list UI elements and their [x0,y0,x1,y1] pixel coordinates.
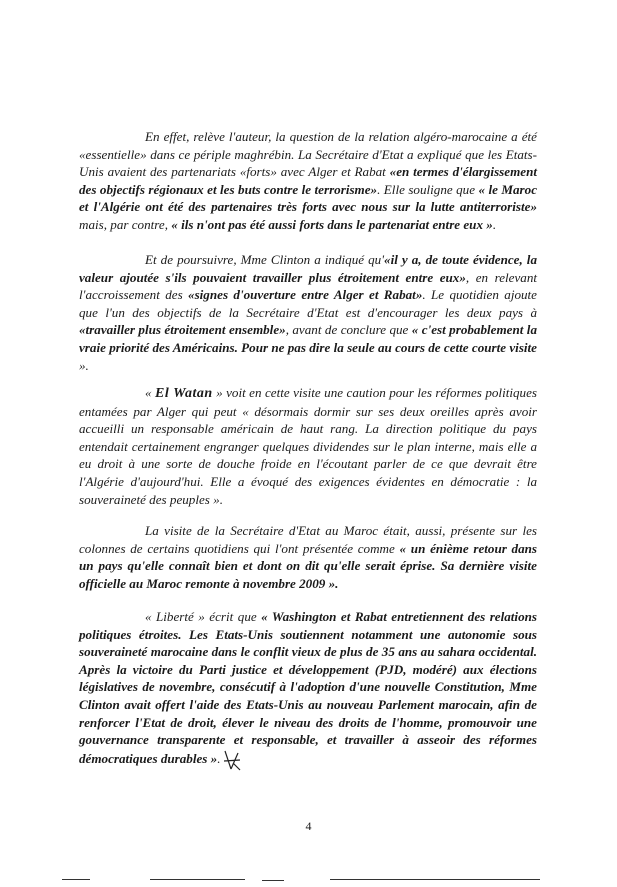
paragraph-5 [79,608,537,771]
scan-artifact-line [62,879,90,880]
text-run: Et de poursuivre, Mme Clinton a indiqué qu' [145,252,385,267]
scan-artifact-line [262,880,284,881]
paragraph-1 [79,128,537,234]
text-run: En effet, relève l'auteur, la question de la relation algéro-marocaine a été «essentielle» dans ce périple maghrébin. La Secrétaire d'Etat a expliqué que les Etats-Unis avaient des partenariats «forts» avec Alger et Rabat [79,129,537,180]
text-run: . Le quotidien ajoute que l'un des objectifs de la Secrétaire d'Etat est d'encourager les deux pays à [79,287,537,320]
text-run: ». [79,357,89,373]
bold-quote-run: « c'est probablement la vraie priorité des Américains. Pour ne pas dire la seule au cours de cette courte visite [79,322,537,355]
text-run: « Liberté » écrit que [145,609,262,624]
text-run: , avant de conclure que [285,322,412,338]
bold-quote-run: « Washington et Rabat entretiennent des relations politiques étroites. Les Etats-Unis soutiennent notamment une autonomie sous souveraineté marocaine dans le conflit vieux de plus de 35 ans au sahara occidental. Après la victoire du Parti justice et développement (PJD, modéré) aux élections législatives de novembre, consécutif à l'adoption d'une nouvelle Constitution, Mme Clinton avait offert l'aide des Etats-Unis au nouveau Parlement marocain, afin de renforcer l'Etat de droit, élever le niveau des droits de l'homme, promouvoir une gouvernance transparente et responsable, et travailler à asseoir des réformes démocratiques durables » [79,609,537,766]
paragraph-3 [79,384,537,508]
text-run: . Elle souligne que [377,181,479,197]
scan-artifact-line [150,879,245,880]
text-run: . [492,216,497,232]
page-number: 4 [305,819,312,833]
text-run: « [145,385,155,400]
bold-quote-run: «en termes d'élargissement des objectifs régionaux et les buts contre le terrorisme» [79,164,537,197]
bold-quote-run: « un énième retour dans un pays qu'elle connaît bien et dont on dit qu'elle serait éprise. Sa dernière visite officielle au Maroc remonte à novembre 2009 ». [79,540,538,591]
text-run: » voit en cette visite une caution pour les réformes politiques entamées par Alger qui peut « désormais dormir sur ses deux oreilles après avoir accueilli un responsable américain de haut rang. La direction politique du pays entendait certainement engranger quelques dividendes sur le plan interne, mais elle a eu droit à une sorte de douche froide en l'écoutant parler de ce que devrait être l'Algérie d'aujourd'hui. Elle a évoqué des exigences évidentes en démocratie : la souveraineté des peuples ». [79,385,537,507]
bold-quote-run: El Watan [154,386,213,401]
bold-quote-run: « le Maroc et l'Algérie ont été des partenaires très forts avec nous sur la lutte antiterroriste» [79,181,537,215]
paragraph-2 [79,251,537,374]
bold-quote-run: « ils n'ont pas été aussi forts dans le partenariat entre eux » [171,216,493,232]
bold-quote-run: «il y a, de toute évidence, la valeur ajoutée s'ils pouvaient travailler plus étroitement entre eux» [79,252,537,285]
text-run: La visite de la Secrétaire d'Etat au Maroc était, aussi, présente sur les colonnes de certains quotidiens qui l'ont présentée comme [79,523,537,556]
handwritten-initials-icon [222,749,242,771]
bold-quote-run: «signes d'ouverture entre Alger et Rabat» [188,287,423,303]
scan-artifact-line [330,879,540,880]
text-run: , en relevant l'accroissement des [79,269,538,303]
text-run: . [217,750,221,766]
bold-quote-run: «travailler plus étroitement ensemble» [79,322,286,338]
text-run: mais, par contre, [79,216,172,232]
paragraph-4 [79,522,537,592]
